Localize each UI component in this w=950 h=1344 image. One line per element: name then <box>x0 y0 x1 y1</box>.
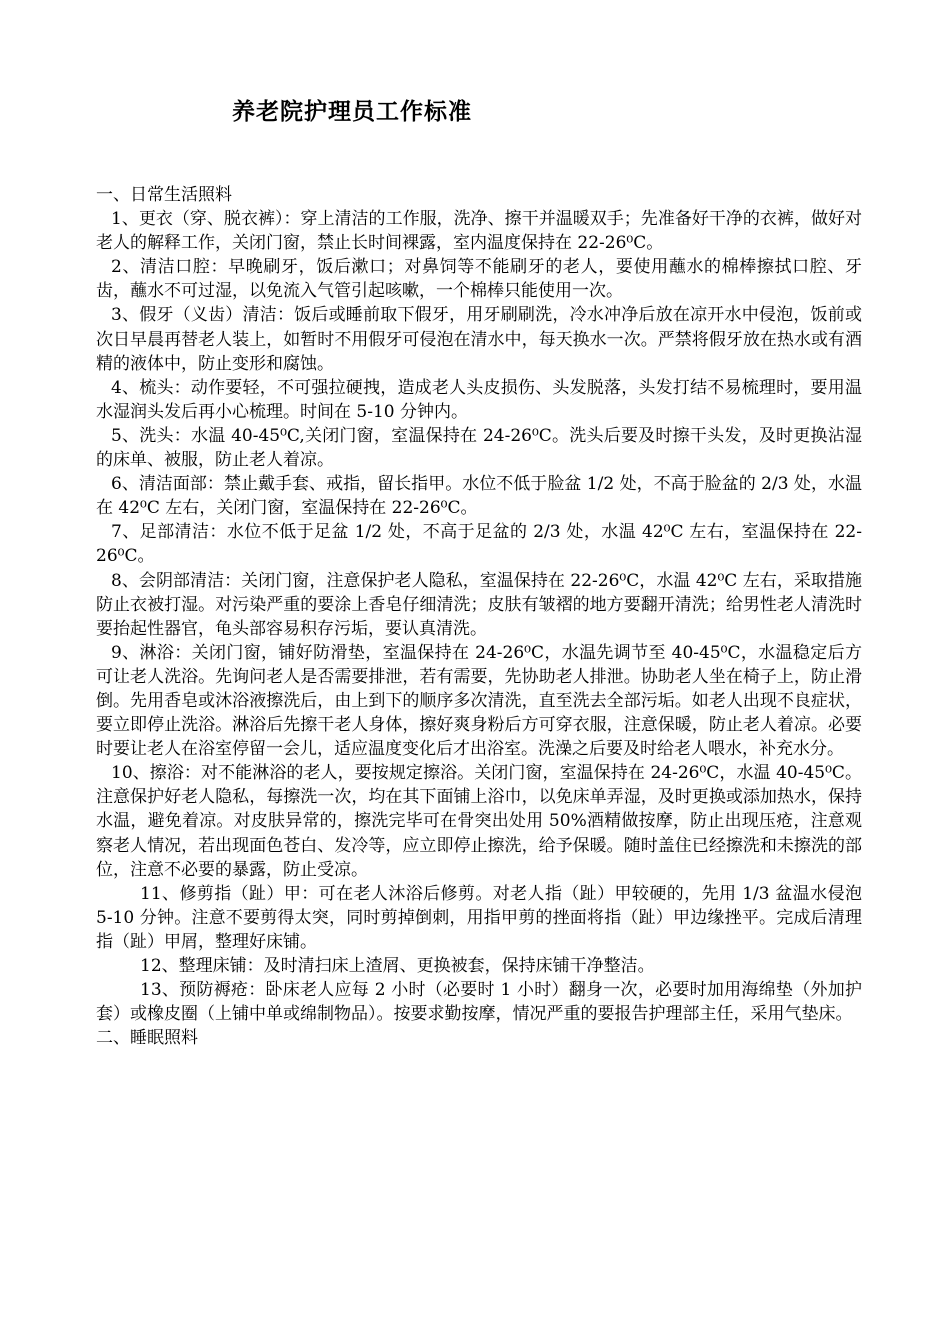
paragraph-foot-cleaning: 7、足部清洁：水位不低于足盆 1/2 处，不高于足盆的 2/3 处，水温 42⁰C 左右，室温保持在 22-26⁰C。 <box>96 522 862 567</box>
paragraph-face-cleaning: 6、清洁面部：禁止戴手套、戒指，留长指甲。水位不低于脸盆 1/2 处，不高于脸盆的 2/3 处，水温在 42⁰C 左右，关闭门窗，室温保持在 22-26⁰C。 <box>96 474 862 519</box>
paragraph-bedsore-prevention: 13、预防褥疮：卧床老人应每 2 小时（必要时 1 小时）翻身一次，必要时加用海绵垫（外加护套）或橡皮圈（上铺中单或绵制物品）。按要求勤按摩，情况严重的要报告护理部主任，采用气垫床。 <box>96 980 862 1025</box>
section-heading-daily-care: 一、日常生活照料 <box>96 185 232 205</box>
paragraph-oral-cleaning: 2、清洁口腔：早晚刷牙，饭后漱口；对鼻饲等不能刷牙的老人，要使用蘸水的棉棒擦拭口腔、牙齿，蘸水不可过湿，以免流入气管引起咳嗽，一个棉棒只能使用一次。 <box>96 257 862 302</box>
paragraph-sponge-bath: 10、擦浴：对不能淋浴的老人，要按规定擦浴。关闭门窗，室温保持在 24-26⁰C，水温 40-45⁰C。注意保护好老人隐私，每擦洗一次，均在其下面铺上浴巾，以免床单弄湿，及时更换或添加热水，保持水温，避免着凉。对皮肤异常的，擦洗完毕可在骨突出处用 50%酒精做按摩，防止出现压疮，注意观察老人情况，若出现面色苍白、发冷等，应立即停止擦洗，给予保暖。随时盖住已经擦洗和未擦洗的部位，注意不必要的暴露，防止受凉。 <box>96 763 862 880</box>
paragraph-perineal-cleaning: 8、会阴部清洁：关闭门窗，注意保护老人隐私，室温保持在 22-26⁰C，水温 42⁰C 左右，采取措施防止衣被打湿。对污染严重的要涂上香皂仔细清洗；皮肤有皱褶的地方要翻开清洗；给男性老人清洗时要抬起性器官，龟头部容易积存污垢，要认真清洗。 <box>96 570 862 639</box>
paragraph-bed-making: 12、整理床铺：及时清扫床上渣屑、更换被套，保持床铺干净整洁。 <box>140 956 655 976</box>
document-body <box>96 183 862 1050</box>
paragraph-nail-trimming: 11、修剪指（趾）甲：可在老人沐浴后修剪。对老人指（趾）甲较硬的，先用 1/3 盆温水侵泡 5-10 分钟。注意不要剪得太突，同时剪掉倒刺，用指甲剪的挫面将指（趾）甲边缘挫平。完成后清理指（趾）甲屑，整理好床铺。 <box>96 883 863 952</box>
paragraph-denture-cleaning: 3、假牙（义齿）清洁：饭后或睡前取下假牙，用牙刷刷洗，冷水冲净后放在凉开水中侵泡，饭前或次日早晨再替老人装上，如暂时不用假牙可侵泡在清水中，每天换水一次。严禁将假牙放在热水或有酒精的液体中，防止变形和腐蚀。 <box>96 305 862 374</box>
section-heading-sleep-care: 二、睡眠照料 <box>96 1028 198 1049</box>
paragraph-dressing: 1、更衣（穿、脱衣裤）：穿上清洁的工作服，洗净、擦干并温暖双手；先准备好干净的衣裤，做好对老人的解释工作，关闭门窗，禁止长时间裸露，室内温度保持在 22-26⁰C。 <box>96 209 862 254</box>
document-title: 养老院护理员工作标准 <box>232 99 472 125</box>
paragraph-combing: 4、梳头：动作要轻，不可强拉硬拽，造成老人头皮损伤、头发脱落，头发打结不易梳理时，要用温水湿润头发后再小心梳理。时间在 5-10 分钟内。 <box>96 377 862 422</box>
paragraph-hair-washing: 5、洗头：水温 40-45⁰C,关闭门窗，室温保持在 24-26⁰C。洗头后要及时擦干头发，及时更换沾湿的床单、被服，防止老人着凉。 <box>96 425 862 471</box>
paragraph-shower: 9、淋浴：关闭门窗，铺好防滑垫，室温保持在 24-26⁰C，水温先调节至 40-45⁰C，水温稳定后方可让老人洗浴。先询问老人是否需要排泄，若有需要，先协助老人排泄。协助老人坐在椅子上，防止滑倒。先用香皂或沐浴液擦洗后，由上到下的顺序多次清洗，直至洗去全部污垢。如老人出现不良症状，要立即停止洗浴。淋浴后先擦干老人身体，擦好爽身粉后方可穿衣服，注意保暖，防止老人着凉。必要时要让老人在浴室停留一会儿，适应温度变化后才出浴室。洗澡之后要及时给老人喂水，补充水分。 <box>96 642 862 760</box>
